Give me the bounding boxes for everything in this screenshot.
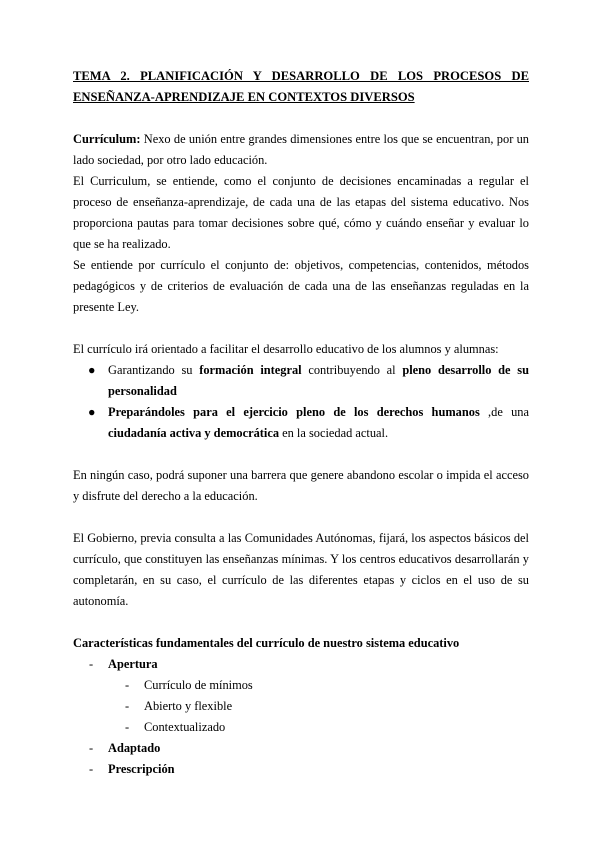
list-item: ● Garantizando su formación integral contribuyendo al pleno desarrollo de su personalidad (73, 360, 529, 402)
dash-icon: - (89, 741, 94, 755)
title-line-2: ENSEÑANZA-APRENDIZAJE EN CONTEXTOS DIVERSOS (73, 90, 415, 104)
dash-icon: - (125, 678, 130, 692)
curriculo-paragraph: Se entiende por currículo el conjunto de: objetivos, competencias, contenidos, métodos pedagógicos y de criterios de evaluación de cada una de las enseñanzas reguladas en la presente Ley. (73, 258, 529, 314)
list-item: - Currículo de mínimos (73, 675, 529, 696)
characteristics-heading: Características fundamentales del currículo de nuestro sistema educativo (73, 636, 460, 650)
dash-icon: - (125, 720, 130, 734)
barrier-paragraph: En ningún caso, podrá suponer una barrera que genere abandono escolar o impida el acceso y disfrute del derecho a la educación. (73, 468, 529, 503)
orientation-paragraph: El currículo irá orientado a facilitar el desarrollo educativo de los alumnos y alumnas: (73, 342, 499, 356)
curriculum-definition: Currículum: Nexo de unión entre grandes dimensiones entre los que se encuentran, por un lado sociedad, por otro lado educación. (73, 132, 529, 167)
list-item: ● Preparándoles para el ejercicio pleno de los derechos humanos ,de una ciudadanía activa y democrática en la sociedad actual. (73, 402, 529, 444)
list-item: - Prescripción (73, 759, 529, 780)
curriculum-term: Currículum: (73, 132, 141, 146)
list-item: - Adaptado (73, 738, 529, 759)
bullet-icon: ● (88, 363, 96, 377)
document-title (73, 66, 529, 108)
dash-icon: - (89, 657, 94, 671)
curriculum-paragraph: El Curriculum, se entiende, como el conjunto de decisiones encaminadas a regular el proceso de enseñanza-aprendizaje, de cada una de las etapas del sistema educativo. Nos proporciona pautas para tomar decisiones sobre qué, cómo y cuándo enseñar y evaluar lo que se ha realizado. (73, 174, 529, 251)
government-paragraph: El Gobierno, previa consulta a las Comunidades Autónomas, fijará, los aspectos básicos del currículo, que constituyen las enseñanzas mínimas. Y los centros educativos desarrollarán y completarán, en su caso, el currículo de las diferentes etapas y ciclos en el uso de su autonomía. (73, 531, 529, 608)
dash-icon: - (89, 762, 94, 776)
title-line-1: TEMA 2. PLANIFICACIÓN Y DESARROLLO DE LOS PROCESOS DE (73, 69, 529, 83)
list-item: - Abierto y flexible (73, 696, 529, 717)
bullet-icon: ● (88, 405, 96, 419)
dash-icon: - (125, 699, 130, 713)
list-item: - Contextualizado (73, 717, 529, 738)
bullet-list (73, 360, 529, 444)
document-body (73, 66, 529, 780)
list-item: - Apertura (73, 654, 529, 675)
